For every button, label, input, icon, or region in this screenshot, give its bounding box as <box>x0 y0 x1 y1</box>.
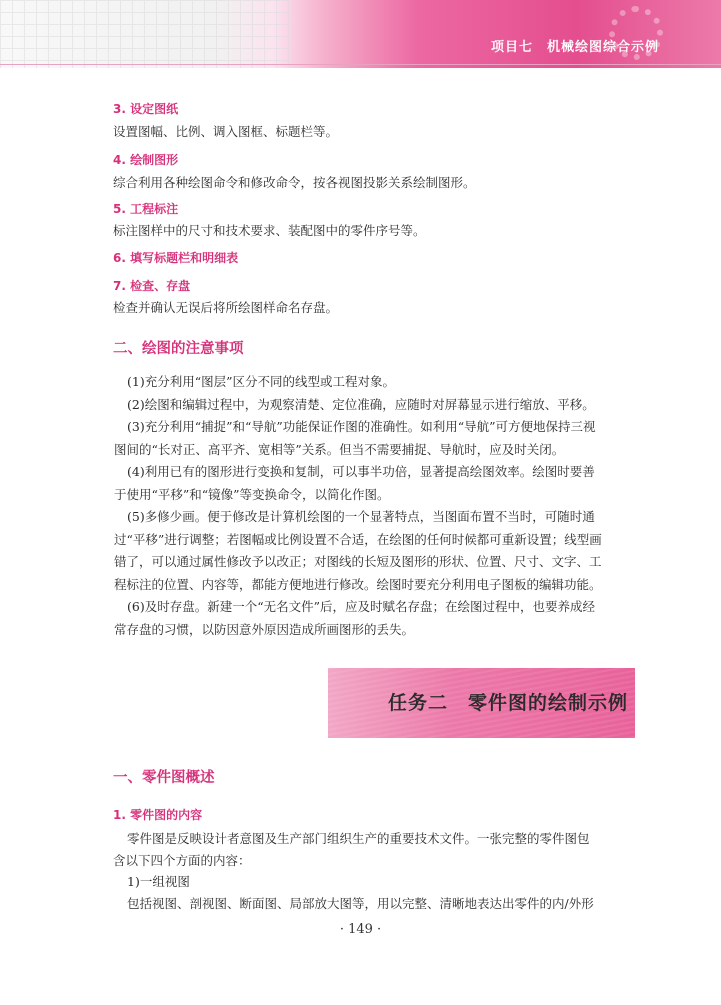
overview-paragraph-line-2: 含以下四个方面的内容： <box>113 853 251 868</box>
note-line: 图间的“长对正、高平齐、宽相等”关系。但当不需要捕捉、导航时，应及时关闭。 <box>114 441 565 457</box>
page-header <box>0 0 721 68</box>
note-line: (5)多修少画。便于修改是计算机绘图的一个显著特点，当图面布置不当时，可随时通 <box>127 509 595 524</box>
notes-list <box>113 371 643 641</box>
step-5-text: 标注图样中的尺寸和技术要求、装配图中的零件序号等。 <box>113 223 426 238</box>
task-title: 任务二 零件图的绘制示例 <box>388 692 629 714</box>
step-3-text: 设置图幅、比例、调入图框、标题栏等。 <box>113 124 339 139</box>
header-divider <box>0 64 721 69</box>
task-banner <box>328 668 635 738</box>
overview-item-1: 1)一组视图 <box>127 874 190 889</box>
step-4-heading: 4. 绘制图形 <box>113 153 179 167</box>
note-line: 错了，可以通过属性修改予以改正；对图线的长短及图形的形状、位置、尺寸、文字、工 <box>114 554 602 569</box>
note-line: (3)充分利用“捕捉”和“导航”功能保证作图的准确性。如利用“导航”可方便地保持三视 <box>127 419 596 434</box>
note-line: 于使用“平移”和“镜像”等变换命令，以简化作图。 <box>114 486 390 502</box>
step-7-text: 检查并确认无误后将所绘图样命名存盘。 <box>113 300 339 315</box>
note-line: 常存盘的习惯，以防因意外原因造成所画图形的丢失。 <box>114 621 415 637</box>
overview-subheading: 1. 零件图的内容 <box>113 808 203 822</box>
note-line: (1)充分利用“图层”区分不同的线型或工程对象。 <box>127 374 395 389</box>
step-7-heading: 7. 检查、存盘 <box>113 279 191 293</box>
note-line: (2)绘图和编辑过程中，为观察清楚、定位准确，应随时对屏幕显示进行缩放、平移。 <box>127 396 595 412</box>
note-line: 程标注的位置、内容等，都能方便地进行修改。绘图时要充分利用电子图板的编辑功能。 <box>114 576 602 592</box>
page-number: · 149 · <box>339 922 382 937</box>
running-header-title: 项目七 机械绘图综合示例 <box>490 40 659 55</box>
notes-section-title: 二、绘图的注意事项 <box>113 341 244 357</box>
step-3-heading: 3. 设定图纸 <box>113 102 179 116</box>
step-5-heading: 5. 工程标注 <box>113 202 179 216</box>
note-line: (6)及时存盘。新建一个“无名文件”后，应及时赋名存盘；在绘图过程中，也要养成经 <box>127 599 595 614</box>
overview-title: 一、零件图概述 <box>113 770 215 786</box>
overview-item-1-text: 包括视图、剖视图、断面图、局部放大图等，用以完整、清晰地表达出零件的内/外形 <box>127 896 594 911</box>
note-line: (4)利用已有的图形进行变换和复制，可以事半功倍，显著提高绘图效率。绘图时要善 <box>127 464 595 479</box>
step-6-heading: 6. 填写标题栏和明细表 <box>113 251 239 265</box>
header-grid-pattern <box>0 0 290 68</box>
step-4-text: 综合利用各种绘图命令和修改命令，按各视图投影关系绘制图形。 <box>113 175 476 190</box>
note-line: 过“平移”进行调整；若图幅或比例设置不合适，在绘图的任何时候都可重新设置；线型画 <box>114 531 602 547</box>
overview-paragraph-line-1: 零件图是反映设计者意图及生产部门组织生产的重要技术文件。一张完整的零件图包 <box>127 831 590 846</box>
